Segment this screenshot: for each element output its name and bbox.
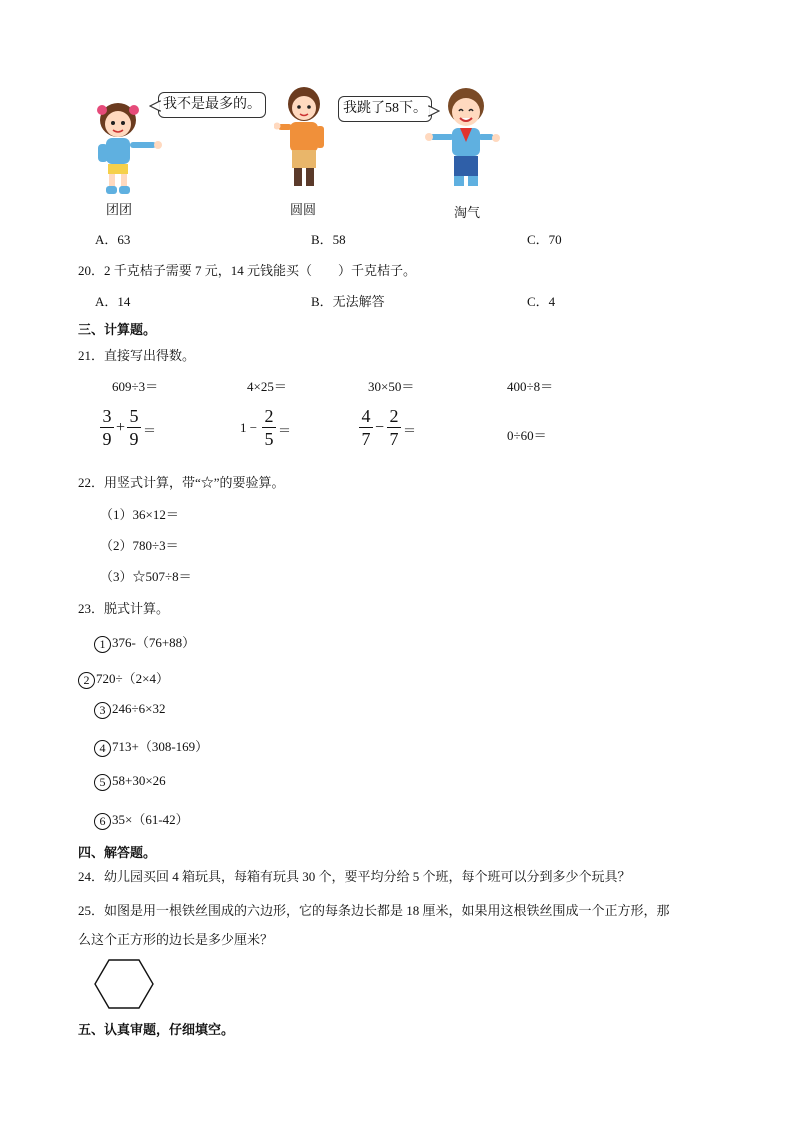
name-yuanyuan: 圆圆 xyxy=(290,202,317,217)
q23-item-4: 4 713+（308-169） xyxy=(94,736,208,757)
q23-item-5: 5 58+30×26 xyxy=(94,773,166,791)
child-taoqi-illustration xyxy=(424,86,504,194)
q23-item-2: 2 720÷（2×4） xyxy=(78,668,169,689)
child-tuantuan-illustration xyxy=(88,98,168,198)
q23-item-3: 3 246÷6×32 xyxy=(94,701,165,719)
section-3-title: 三、计算题。 xyxy=(78,322,157,337)
q21-item-3: 30×50＝ xyxy=(368,379,415,394)
circled-number-icon: 2 xyxy=(78,672,95,689)
q21-fraction-item-3: 4 7 − 2 7 ＝ xyxy=(359,406,429,454)
q20-option-b: B．无法解答 xyxy=(311,294,385,309)
child-yuanyuan-illustration xyxy=(274,84,334,192)
q22-title: 22．用竖式计算，带“☆”的要验算。 xyxy=(78,475,285,490)
name-tuantuan: 团团 xyxy=(106,202,133,217)
q21-title: 21．直接写出得数。 xyxy=(78,348,196,363)
q22-item-1: （1）36×12＝ xyxy=(100,507,179,522)
q22-item-3: （3）☆507÷8＝ xyxy=(100,569,192,584)
q23-title: 23．脱式计算。 xyxy=(78,601,170,616)
q19-option-a: A．63 xyxy=(95,232,131,247)
bubble-tail-icon xyxy=(149,100,161,112)
q22-item-2: （2）780÷3＝ xyxy=(100,538,179,553)
circled-number-icon: 1 xyxy=(94,636,111,653)
q21-fraction-item-1: 3 9 + 5 9 ＝ xyxy=(100,406,170,454)
q25-question-line-1: 25．如图是用一根铁丝围成的六边形，它的每条边长都是 18 厘米，如果用这根铁丝围成一个正方形，那 xyxy=(78,903,670,918)
circled-number-icon: 6 xyxy=(94,813,111,830)
q24-question: 24．幼儿园买回 4 箱玩具，每箱有玩具 30 个，要平均分给 5 个班，每个班可以分到多少个玩具？ xyxy=(78,869,631,884)
q19-option-b: B．58 xyxy=(311,232,346,247)
q21-item-2: 4×25＝ xyxy=(247,379,287,394)
q21-item-8: 0÷60＝ xyxy=(507,428,547,443)
section-4-title: 四、解答题。 xyxy=(78,845,157,860)
section-5-title: 五、认真审题，仔细填空。 xyxy=(78,1022,235,1037)
circled-number-icon: 3 xyxy=(94,702,111,719)
bubble-tail-icon xyxy=(428,105,440,117)
name-taoqi: 淘气 xyxy=(454,205,481,220)
speech-bubble-taoqi: 我跳了58下。 xyxy=(338,96,432,122)
q23-item-6: 6 35×（61-42） xyxy=(94,809,189,830)
q25-question-line-2: 么这个正方形的边长是多少厘米？ xyxy=(78,932,274,947)
q20-question: 20．2 千克桔子需要 7 元，14 元钱能买（ ）千克桔子。 xyxy=(78,263,417,278)
hexagon-figure xyxy=(93,958,155,1010)
q21-item-4: 400÷8＝ xyxy=(507,379,554,394)
circled-number-icon: 4 xyxy=(94,740,111,757)
q23-item-1: 1 376-（76+88） xyxy=(94,632,195,653)
circled-number-icon: 5 xyxy=(94,774,111,791)
q20-option-c: C．4 xyxy=(527,294,556,309)
q19-option-c: C．70 xyxy=(527,232,562,247)
q21-item-1: 609÷3＝ xyxy=(112,379,159,394)
children-illustration xyxy=(88,84,518,219)
q21-fraction-item-2: 1 − 2 5 ＝ xyxy=(240,406,292,449)
q20-option-a: A．14 xyxy=(95,294,131,309)
speech-bubble-tuantuan: 我不是最多的。 xyxy=(158,92,266,118)
